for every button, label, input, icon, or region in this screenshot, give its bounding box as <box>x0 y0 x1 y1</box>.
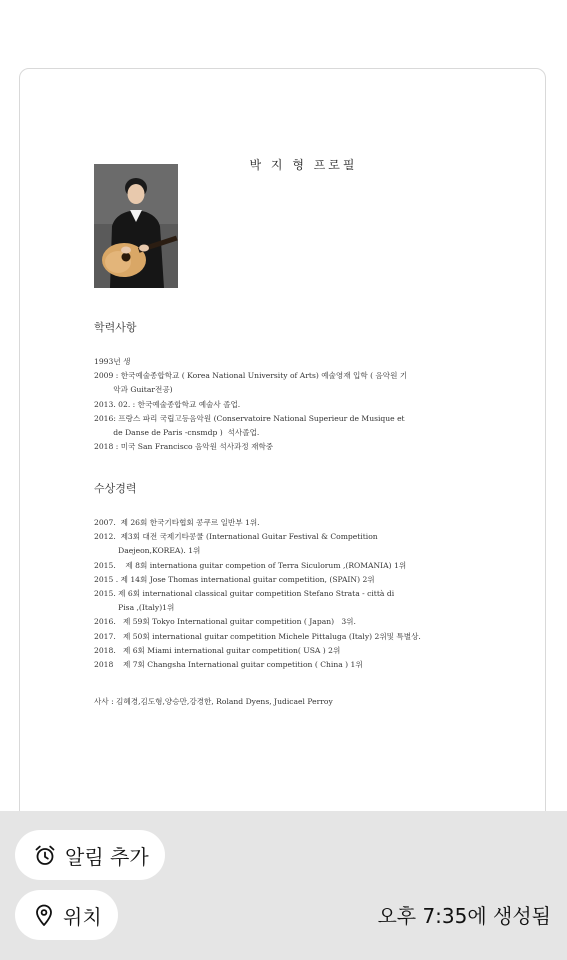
teachers-section <box>94 695 494 709</box>
alarm-clock-icon <box>33 843 57 867</box>
award-line: 2015 . 제 14회 Jose Thomas international guitar competition, (SPAIN) 2위 <box>94 574 375 584</box>
awards-heading: 수상경력 <box>94 482 137 495</box>
teachers-line: 사사 : 김혜경,김도형,양승만,강경한, Roland Dyens, Judicael Perroy <box>94 697 333 706</box>
location-button[interactable] <box>15 890 118 940</box>
award-line: 2015. 제 6회 international classical guitar competition Stefano Strata - città di <box>94 589 395 599</box>
document-preview[interactable] <box>19 68 546 828</box>
education-line: 2009 : 한국예술종합학교 ( Korea National University of Arts) 예술영재 입학 ( 음악원 기 <box>94 371 408 381</box>
location-label: 위치 <box>63 904 102 929</box>
education-line: 1993년 생 <box>94 357 131 366</box>
award-line: 2017. 제 50회 international guitar competition Michele Pittaluga (Italy) 2위및 특별상. <box>94 631 421 641</box>
education-line: 2013. 02. : 한국예술종합학교 예술사 졸업. <box>94 399 241 409</box>
education-section <box>94 319 494 454</box>
created-time-text: 오후 7:35에 생성됨 <box>377 904 551 928</box>
awards-section <box>94 480 494 672</box>
education-line: de Danse de Paris -cnsmdp ) 석사졸업. <box>94 428 260 438</box>
add-alarm-button[interactable] <box>15 830 165 880</box>
profile-photo <box>94 164 178 288</box>
education-line: 2018 : 미국 San Francisco 음악원 석사과정 재학중 <box>94 442 274 452</box>
award-line: 2012. 제3회 대전 국제기타콩쿨 (International Guitar Festival & Competition <box>94 532 378 542</box>
award-line: 2007. 제 26회 한국기타협회 콩쿠르 일반부 1위. <box>94 518 260 527</box>
education-heading: 학력사항 <box>94 321 137 334</box>
education-line: 악과 Guitar전공) <box>94 385 173 395</box>
award-line: 2016. 제 59회 Tokyo International guitar competition ( Japan) 3위. <box>94 617 356 627</box>
award-line: Daejeon,KOREA). 1위 <box>94 546 201 556</box>
education-line: 2016: 프랑스 파리 국립고등음악원 (Conservatoire National Superieur de Musique et <box>94 413 405 423</box>
award-line: 2018 제 7회 Changsha International guitar competition ( China ) 1위 <box>94 660 363 670</box>
guitarist-photo-illustration <box>94 164 178 288</box>
document-title: 박 지 형 프로필 <box>249 158 358 172</box>
award-line: 2018. 제 6회 Miami international guitar competition( USA ) 2위 <box>94 645 341 655</box>
add-alarm-label: 알림 추가 <box>65 844 149 869</box>
award-line: Pisa ,(Italy)1위 <box>94 603 175 613</box>
award-line: 2015. 제 8회 internationa guitar competion of Terra Siculorum ,(ROMANIA) 1위 <box>94 560 407 570</box>
location-pin-icon <box>33 903 55 927</box>
